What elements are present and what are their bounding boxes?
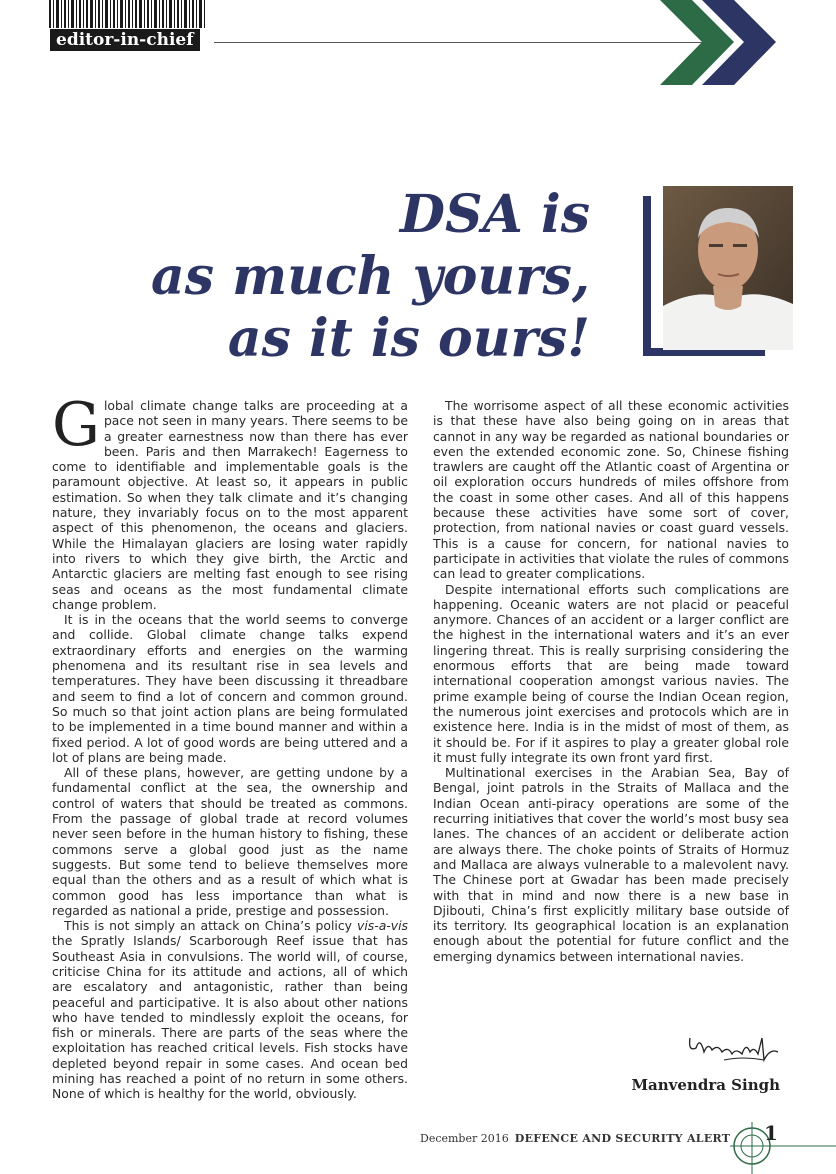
title-line-2: as much yours, [151, 246, 590, 307]
paragraph [52, 390, 408, 612]
article-column-1 [52, 390, 408, 1102]
title-line-3: as it is ours! [227, 308, 590, 369]
author-name: Manvendra Singh [631, 1076, 780, 1094]
paragraph-text: lobal climate change talks are proceeding at a pace not seen in many years. There seems to be a greater earnestness now than there has ever been. Paris and then Marrakech! Eagerness to come to identifiable and implementable goals is the paramount objective. At least so, it appears in public estimation. So when they talk climate and it’s changing nature, they invariably focus on to the most apparent aspect of this phenomenon, the oceans and glaciers. While the Himalayan glaciers are losing water rapidly into rivers to which they give birth, the Arctic and Antarctic glaciers are melting fast enough to see rising seas and oceans as the most fundamental climate change problem. [52, 398, 408, 612]
title-line-1: DSA is [399, 184, 590, 245]
barcode-graphic [47, 0, 207, 30]
paragraph [52, 918, 408, 1102]
italic-term: vis-a-vis [357, 918, 408, 934]
publication-name: DEFENCE AND SECURITY ALERT [514, 1132, 731, 1145]
page-number: 1 [764, 1121, 778, 1145]
page-footer [420, 1132, 730, 1145]
author-signature [684, 1030, 784, 1070]
drop-cap: G [52, 390, 100, 460]
article-title [70, 184, 590, 370]
paragraph-text: the Spratly Islands/ Scarborough Reef issue that has Southeast Asia in convulsions. The world will, of course, criticise China for its attitude and actions, all of which are escalatory and antagonistic, rather than being peaceful and participative. It is also about other nations who have tended to mindlessly exploit the oceans, for fish or minerals. There are parts of the seas where the exploitation has reached critical levels. Fish stocks have depleted beyond repair in some cases. And ocean bed mining has reached a point of no return in some others. None of which is healthy for the world, obviously. [52, 933, 408, 1102]
paragraph: The worrisome aspect of all these economic activities is that these have also being going on in areas that cannot in any way be regarded as national boundaries or even the extended economic zone. So, Chinese fishing trawlers are caught off the Atlantic coast of Argentina or oil exploration occurs hundreds of miles offshore from the coast in some other cases. And all of this happens because these activities have some sort of cover, protection, from national navies or coast guard vessels. This is a cause for concern, for national navies to participate in activities that violate the rules of commons can lead to greater complications. [433, 398, 789, 582]
paragraph: Despite international efforts such complications are happening. Oceanic waters are not placid or peaceful anymore. Chances of an accident or a larger conflict are the highest in the international waters and it’s an ever lingering threat. This is really surprising considering the enormous efforts that are being made toward international cooperation amongst various navies. The prime example being of course the Indian Ocean region, the numerous joint exercises and protocols which are in existence here. India is in the midst of most of them, as it should be. For if it aspires to play a greater global role it must fully integrate its own front yard first. [433, 581, 789, 765]
chevron-arrows-icon [640, 0, 780, 85]
section-label: editor-in-chief [50, 29, 200, 51]
article-column-2 [433, 398, 789, 964]
issue-date: December 2016 [420, 1132, 509, 1145]
paragraph: Multinational exercises in the Arabian Sea, Bay of Bengal, joint patrols in the Straits of Mallaca and the Indian Ocean anti-piracy operations are some of the recurring initiatives that cover the world’s most busy sea lanes. The chances of an accident or deliberate action are always there. The choke points of Straits of Hormuz and Mallaca are always vulnerable to a malevolent navy. The Chinese port at Gwadar has been made precisely with that in mind and now there is a new base in Djibouti, China’s first explicitly military base outside of its territory. Its geographical location is an explanation enough about the potential for future conflict and the emerging dynamics between international navies. [433, 765, 789, 964]
crosshair-icon [730, 1118, 836, 1174]
paragraph: It is in the oceans that the world seems to converge and collide. Global climate change talks expend extraordinary efforts and energies on the warming phenomena and its resultant rise in sea levels and temperatures. They have been discussing it threadbare and seem to find a lot of concern and common ground. So much so that joint action plans are being formulated to be implemented in a time bound manner and within a fixed period. A lot of good words are being uttered and a lot of plans are being made. [52, 612, 408, 765]
header-rule [214, 42, 714, 43]
author-portrait [663, 186, 793, 350]
paragraph: All of these plans, however, are getting undone by a fundamental conflict at the sea, the ownership and control of waters that should be treated as commons. From the passage of global trade at record volumes never seen before in the human history to fishing, these commons serve a global good just as the name suggests. But some tend to believe themselves more equal than the others and as a result of which what is common good has less importance than what is regarded as national a pride, prestige and possession. [52, 765, 408, 918]
paragraph-text: This is not simply an attack on China’s policy [64, 918, 357, 934]
